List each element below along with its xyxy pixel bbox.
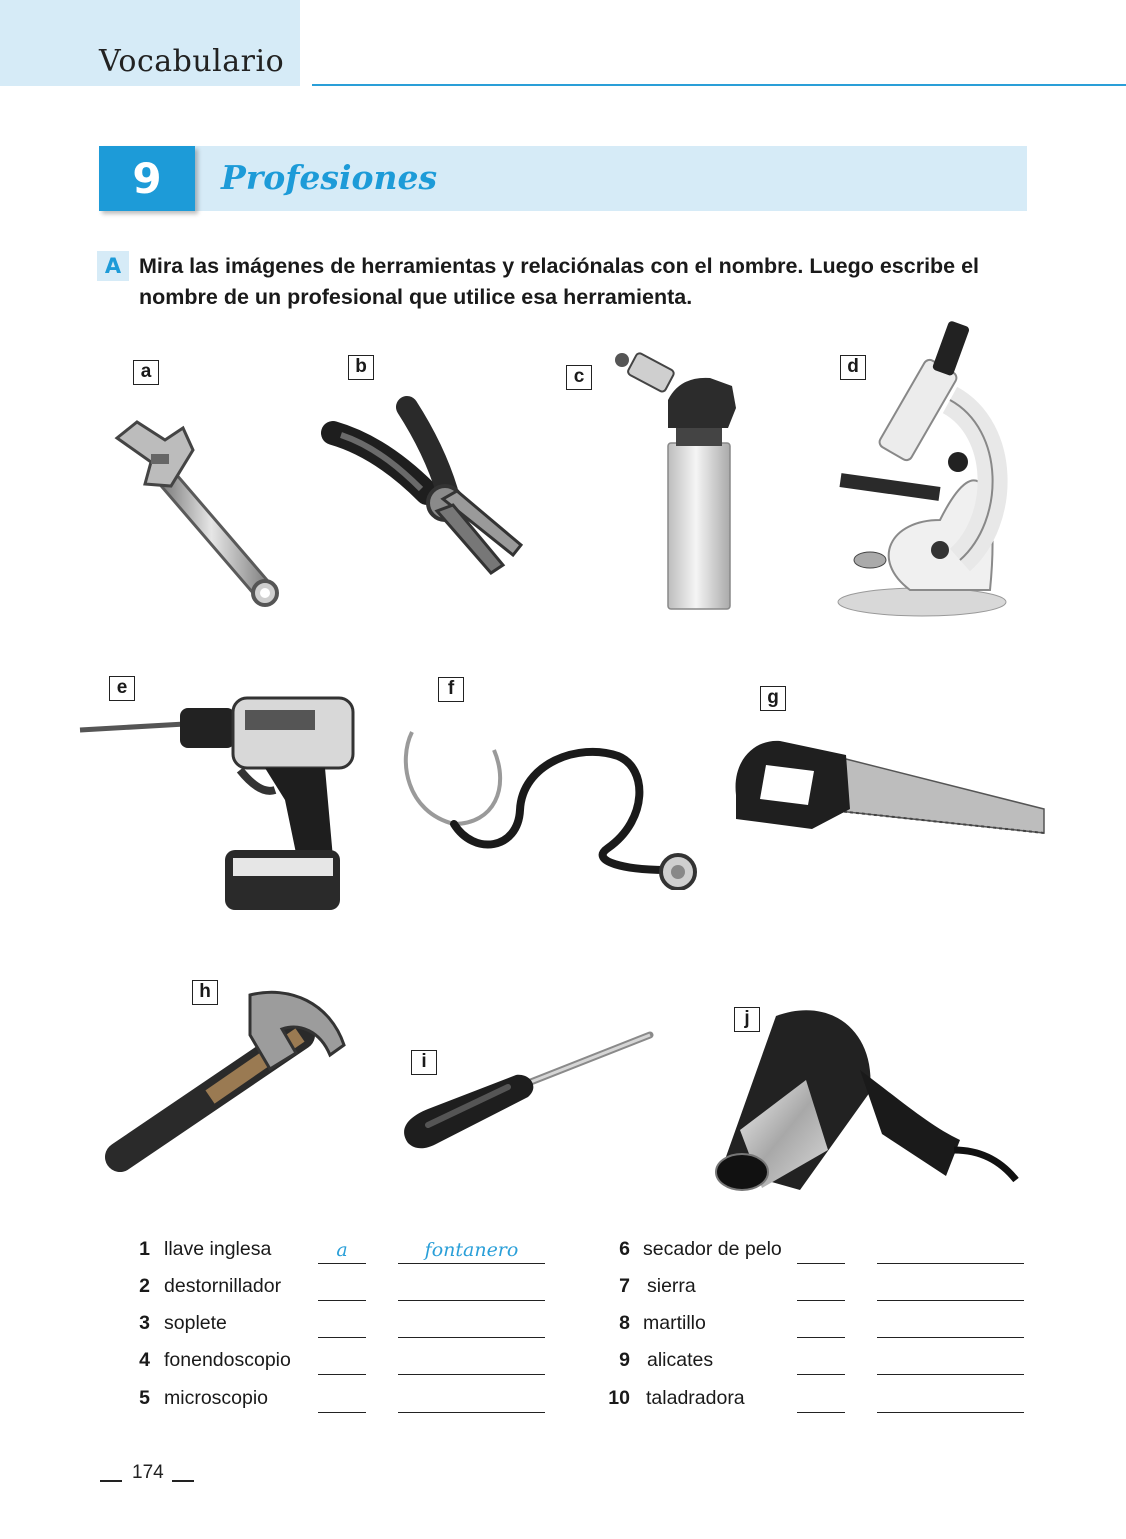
letter-answer-blank[interactable] (797, 1387, 845, 1413)
profession-answer-blank[interactable] (398, 1349, 545, 1375)
list-item-9: 9 alicates (600, 1349, 1030, 1379)
hair-dryer-icon (710, 1000, 1025, 1200)
list-item-3: 3 soplete (120, 1312, 550, 1342)
image-label-i: i (411, 1050, 437, 1075)
list-item-2: 2 destornillador (120, 1275, 550, 1305)
unit-title: Profesiones (221, 158, 438, 197)
blowtorch-icon (610, 350, 745, 612)
letter-answer-blank[interactable] (797, 1312, 845, 1338)
letter-answer-blank[interactable]: a (318, 1238, 366, 1264)
letter-answer-blank[interactable] (318, 1275, 366, 1301)
saw-icon (728, 735, 1048, 840)
list-item-1: 1 llave inglesa a fontanero (120, 1238, 550, 1268)
letter-answer-blank[interactable] (318, 1349, 366, 1375)
profession-answer-blank[interactable] (877, 1349, 1024, 1375)
list-item-7: 7 sierra (600, 1275, 1030, 1305)
screwdriver-icon (398, 1025, 663, 1155)
image-label-f: f (438, 677, 464, 702)
letter-answer-blank[interactable] (797, 1275, 845, 1301)
image-label-g: g (760, 686, 786, 711)
image-label-h: h (192, 980, 218, 1005)
exercise-instruction: Mira las imágenes de herramientas y relaciónalas con el nombre. Luego escribe el nombre de un profesional que utilice esa herramienta. (139, 254, 980, 309)
list-item-6: 6 secador de pelo (600, 1238, 1030, 1268)
page-number: 174 (132, 1462, 164, 1483)
unit-number: 9 (99, 146, 195, 211)
profession-answer-blank[interactable] (877, 1238, 1024, 1264)
letter-answer-blank[interactable] (318, 1312, 366, 1338)
pliers-icon (315, 395, 535, 580)
list-item-5: 5 microscopio (120, 1387, 550, 1417)
image-label-a: a (133, 360, 159, 385)
profession-answer-blank[interactable] (398, 1387, 545, 1413)
list-item-8: 8 martillo (600, 1312, 1030, 1342)
image-label-j: j (734, 1007, 760, 1032)
profession-answer-blank[interactable] (877, 1312, 1024, 1338)
image-label-e: e (109, 676, 135, 701)
section-title: Vocabulario (99, 44, 285, 79)
stethoscope-icon (398, 720, 703, 890)
exercise-badge: A (97, 251, 129, 281)
profession-answer-blank[interactable] (877, 1275, 1024, 1301)
profession-answer-blank[interactable] (877, 1387, 1024, 1413)
image-label-c: c (566, 365, 592, 390)
list-item-4: 4 fonendoscopio (120, 1349, 550, 1379)
header-rule (312, 84, 1126, 86)
list-item-10: 10 taladradora (600, 1387, 1030, 1417)
letter-answer-blank[interactable] (797, 1349, 845, 1375)
profession-answer-blank[interactable] (398, 1275, 545, 1301)
adjustable-wrench-icon (105, 400, 285, 615)
letter-answer-blank[interactable] (797, 1238, 845, 1264)
microscope-icon (830, 320, 1015, 620)
hammer-icon (100, 985, 350, 1180)
drill-icon (75, 690, 375, 920)
image-label-b: b (348, 355, 374, 380)
letter-answer-blank[interactable] (318, 1387, 366, 1413)
profession-answer-blank[interactable]: fontanero (398, 1238, 545, 1264)
page-number-dash-right (172, 1480, 194, 1482)
profession-answer-blank[interactable] (398, 1312, 545, 1338)
page-number-dash-left (100, 1480, 122, 1482)
image-label-d: d (840, 355, 866, 380)
